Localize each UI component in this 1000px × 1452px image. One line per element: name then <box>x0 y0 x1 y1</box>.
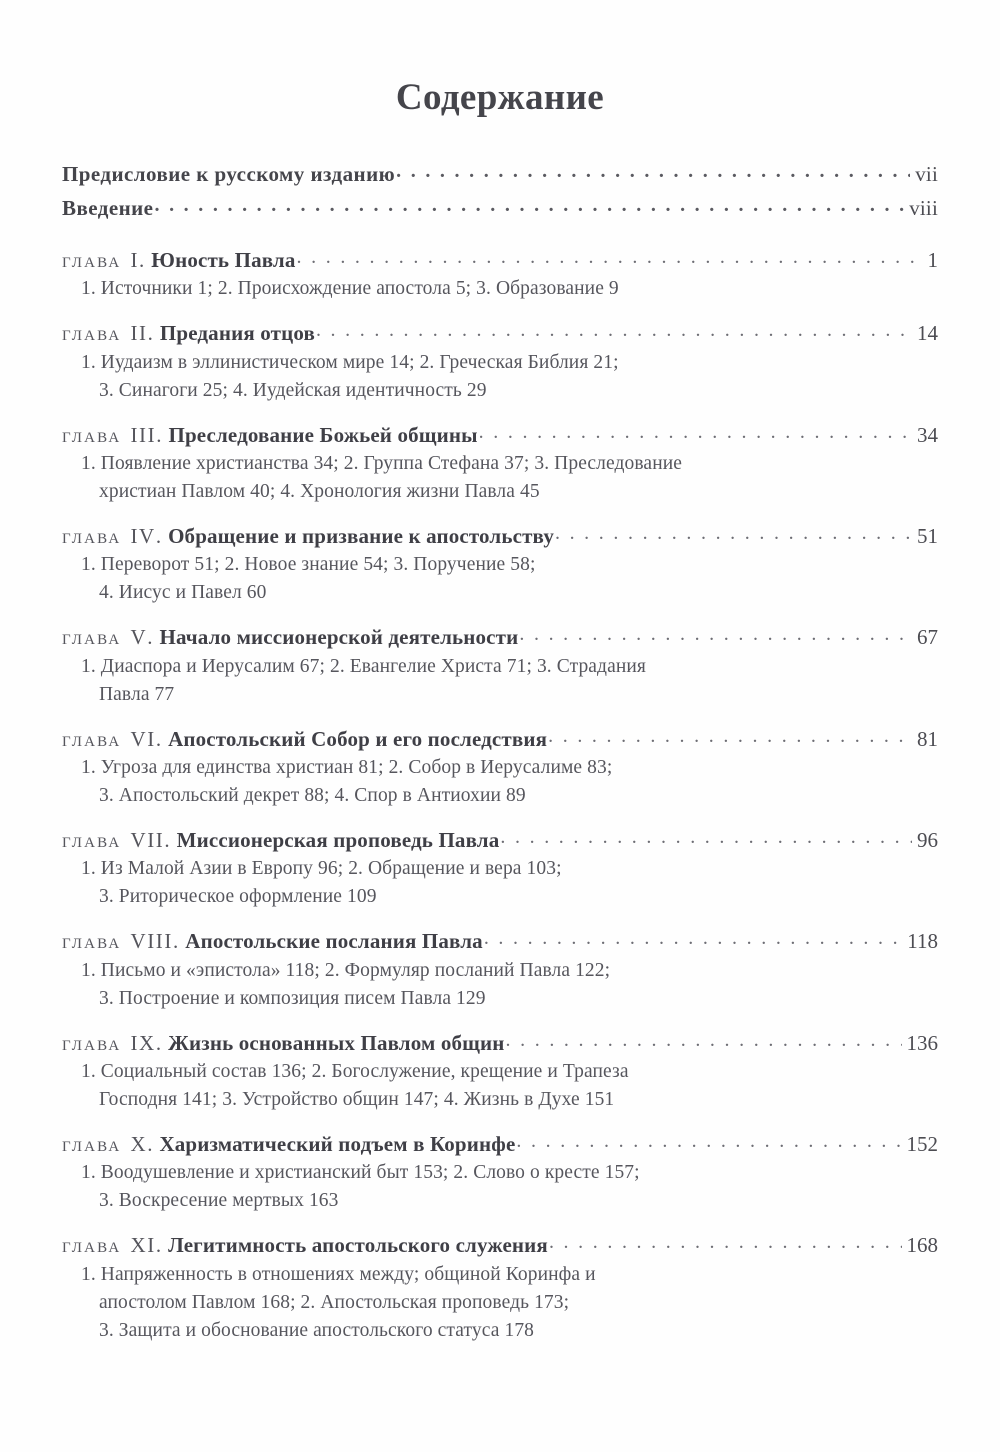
chapter-word-label: глава <box>62 422 122 447</box>
chapter-separator: . <box>147 625 153 650</box>
table-of-contents <box>62 160 938 1345</box>
chapter-roman-numeral: XI <box>130 1233 156 1258</box>
chapter-section-line: 3. Защита и обоснование апостольского статуса 178 <box>99 1319 535 1341</box>
chapter-separator: . <box>155 524 162 549</box>
leader-dots <box>479 421 912 442</box>
chapter-heading[interactable] <box>62 725 938 753</box>
leader-dots <box>555 522 912 543</box>
chapter-section-line: 4. Иисус и Павел 60 <box>99 582 267 604</box>
chapter-word-label: глава <box>62 828 122 853</box>
chapter-roman-numeral: II <box>130 321 148 346</box>
chapter-title: Начало миссионерской деятельности <box>159 625 519 650</box>
page-number: 152 <box>906 1132 938 1157</box>
chapter-heading[interactable] <box>62 826 938 854</box>
chapter-section-line: христиан Павлом 40; 4. Хронология жизни Павла 45 <box>99 481 540 503</box>
chapter-sections <box>62 855 938 911</box>
chapter-separator: . <box>139 248 145 272</box>
toc-chapter-entry <box>62 1231 938 1344</box>
chapter-title: Обращение и призвание к апостольству <box>168 524 554 549</box>
leader-dots <box>548 725 912 746</box>
chapter-section-line: 1. Воодушевление и христианский быт 153; 2. Слово о кресте 157; <box>81 1162 640 1184</box>
toc-chapter-entry <box>62 826 938 911</box>
chapter-title: Миссионерская проповедь Павла <box>176 828 500 853</box>
chapter-roman-numeral: VIII <box>130 929 173 954</box>
chapter-sections <box>62 957 938 1013</box>
chapter-sections <box>62 349 938 405</box>
toc-front-matter-entry[interactable] <box>62 194 938 228</box>
chapter-roman-numeral: III <box>130 422 157 447</box>
leader-dots <box>154 194 904 215</box>
leader-dots <box>297 246 923 267</box>
chapter-section-line: 3. Апостольский декрет 88; 4. Спор в Антиохии 89 <box>99 785 526 807</box>
chapter-roman-numeral: V <box>130 625 148 650</box>
chapter-word-label: глава <box>62 1132 122 1157</box>
toc-chapter-entry <box>62 927 938 1012</box>
chapter-sections <box>62 450 938 506</box>
chapter-heading[interactable] <box>62 421 938 449</box>
chapter-sections <box>62 754 938 810</box>
page-number: 1 <box>927 248 938 272</box>
chapter-section-line: 3. Построение и композиция писем Павла 129 <box>99 987 486 1009</box>
toc-chapter-entry <box>62 319 938 404</box>
leader-dots <box>500 826 912 847</box>
chapter-title: Апостольский Собор и его последствия <box>168 726 548 751</box>
leader-dots <box>519 623 912 644</box>
page-title: Содержание <box>395 77 605 118</box>
page-number: 67 <box>917 625 938 650</box>
chapter-word-label: глава <box>62 625 122 650</box>
chapter-list <box>62 246 938 1345</box>
chapter-separator: . <box>155 1233 162 1258</box>
front-matter-list <box>62 160 938 228</box>
chapter-section-line: 1. Угроза для единства христиан 81; 2. Собор в Иерусалиме 83; <box>81 757 613 779</box>
page-number: vii <box>915 162 938 186</box>
chapter-sections <box>62 1159 938 1215</box>
chapter-heading[interactable] <box>62 246 938 274</box>
chapter-word-label: глава <box>62 524 122 549</box>
leader-dots <box>549 1231 902 1252</box>
chapter-separator: . <box>155 726 162 751</box>
page-number: 96 <box>917 828 938 853</box>
page-number: 14 <box>917 321 938 346</box>
chapter-roman-numeral: I <box>130 248 140 272</box>
chapter-title: Жизнь основанных Павлом общин <box>168 1030 505 1055</box>
toc-chapter-entry <box>62 1130 938 1215</box>
chapter-word-label: глава <box>62 321 122 346</box>
chapter-roman-numeral: IX <box>130 1030 156 1055</box>
chapter-word-label: глава <box>62 248 122 272</box>
chapter-section-line: 1. Появление христианства 34; 2. Группа Стефана 37; 3. Преследование <box>81 453 683 475</box>
chapter-word-label: глава <box>62 1030 122 1055</box>
chapter-roman-numeral: IV <box>130 524 156 549</box>
chapter-section-line: 1. Диаспора и Иерусалим 67; 2. Евангелие Христа 71; 3. Страдания <box>81 655 646 677</box>
page-number: 51 <box>917 524 938 549</box>
chapter-separator: . <box>164 828 170 853</box>
chapter-heading[interactable] <box>62 522 938 550</box>
page-number: 118 <box>907 929 938 954</box>
chapter-section-line: 1. Источники 1; 2. Происхождение апостола 5; 3. Образование 9 <box>81 278 619 300</box>
chapter-section-line: 3. Воскресение мертвых 163 <box>99 1190 339 1212</box>
toc-chapter-entry <box>62 1029 938 1114</box>
chapter-section-line: 3. Риторическое оформление 109 <box>99 886 377 908</box>
chapter-title: Харизматический подъем в Коринфе <box>159 1132 516 1157</box>
chapter-title: Легитимность апостольского служения <box>168 1233 548 1258</box>
chapter-sections <box>62 1058 938 1114</box>
toc-front-matter-entry[interactable] <box>62 160 938 194</box>
chapter-separator: . <box>173 929 179 954</box>
chapter-word-label: глава <box>62 929 122 954</box>
chapter-separator: . <box>156 422 162 447</box>
chapter-heading[interactable] <box>62 927 938 955</box>
chapter-section-line: 1. Переворот 51; 2. Новое знание 54; 3. Поручение 58; <box>81 554 536 576</box>
chapter-separator: . <box>155 1030 162 1055</box>
leader-dots <box>484 927 902 948</box>
page-number: 168 <box>906 1233 938 1258</box>
chapter-sections <box>62 275 938 303</box>
chapter-section-line: Павла 77 <box>99 683 175 705</box>
chapter-section-line: 1. Напряженность в отношениях между; общиной Коринфа и <box>81 1263 596 1285</box>
chapter-title: Преследование Божьей общины <box>168 422 478 447</box>
chapter-roman-numeral: VII <box>130 828 165 853</box>
leader-dots <box>506 1029 902 1050</box>
chapter-heading[interactable] <box>62 1029 938 1057</box>
chapter-section-line: 1. Из Малой Азии в Европу 96; 2. Обращение и вера 103; <box>81 858 562 880</box>
page-number: viii <box>909 196 938 220</box>
chapter-title: Предания отцов <box>159 321 315 346</box>
chapter-sections <box>62 653 938 709</box>
leader-dots <box>316 319 912 340</box>
front-matter-label: Введение <box>62 196 154 220</box>
chapter-title: Апостольские послания Павла <box>185 929 483 954</box>
toc-chapter-entry <box>62 522 938 607</box>
chapter-section-line: апостолом Павлом 168; 2. Апостольская проповедь 173; <box>99 1291 570 1313</box>
chapter-section-line: 3. Синагоги 25; 4. Иудейская идентичность 29 <box>99 379 487 401</box>
chapter-section-line: 1. Письмо и «эпистола» 118; 2. Формуляр посланий Павла 122; <box>81 959 611 981</box>
chapter-section-line: 1. Иудаизм в эллинистическом мире 14; 2. Греческая Библия 21; <box>81 351 619 373</box>
chapter-heading[interactable] <box>62 319 938 347</box>
toc-chapter-entry <box>62 725 938 810</box>
chapter-title: Юность Павла <box>151 248 296 272</box>
chapter-word-label: глава <box>62 726 122 751</box>
chapter-heading[interactable] <box>62 623 938 651</box>
chapter-separator: . <box>147 1132 153 1157</box>
chapter-heading[interactable] <box>62 1130 938 1158</box>
chapter-section-line: 1. Социальный состав 136; 2. Богослужение, крещение и Трапеза <box>81 1061 629 1083</box>
chapter-word-label: глава <box>62 1233 122 1258</box>
chapter-separator: . <box>147 321 153 346</box>
chapter-sections <box>62 1261 938 1345</box>
page-number: 34 <box>917 422 938 447</box>
toc-chapter-entry <box>62 246 938 303</box>
front-matter-label: Предисловие к русскому изданию <box>62 162 396 186</box>
page-number: 81 <box>917 726 938 751</box>
chapter-roman-numeral: X <box>130 1132 148 1157</box>
chapter-heading[interactable] <box>62 1231 938 1259</box>
leader-dots <box>396 160 910 181</box>
chapter-roman-numeral: VI <box>130 726 156 751</box>
chapter-section-line: Господня 141; 3. Устройство общин 147; 4. Жизнь в Духе 151 <box>99 1089 615 1111</box>
page-number: 136 <box>906 1030 938 1055</box>
toc-chapter-entry <box>62 623 938 708</box>
chapter-sections <box>62 551 938 607</box>
toc-chapter-entry <box>62 421 938 506</box>
leader-dots <box>516 1130 901 1151</box>
